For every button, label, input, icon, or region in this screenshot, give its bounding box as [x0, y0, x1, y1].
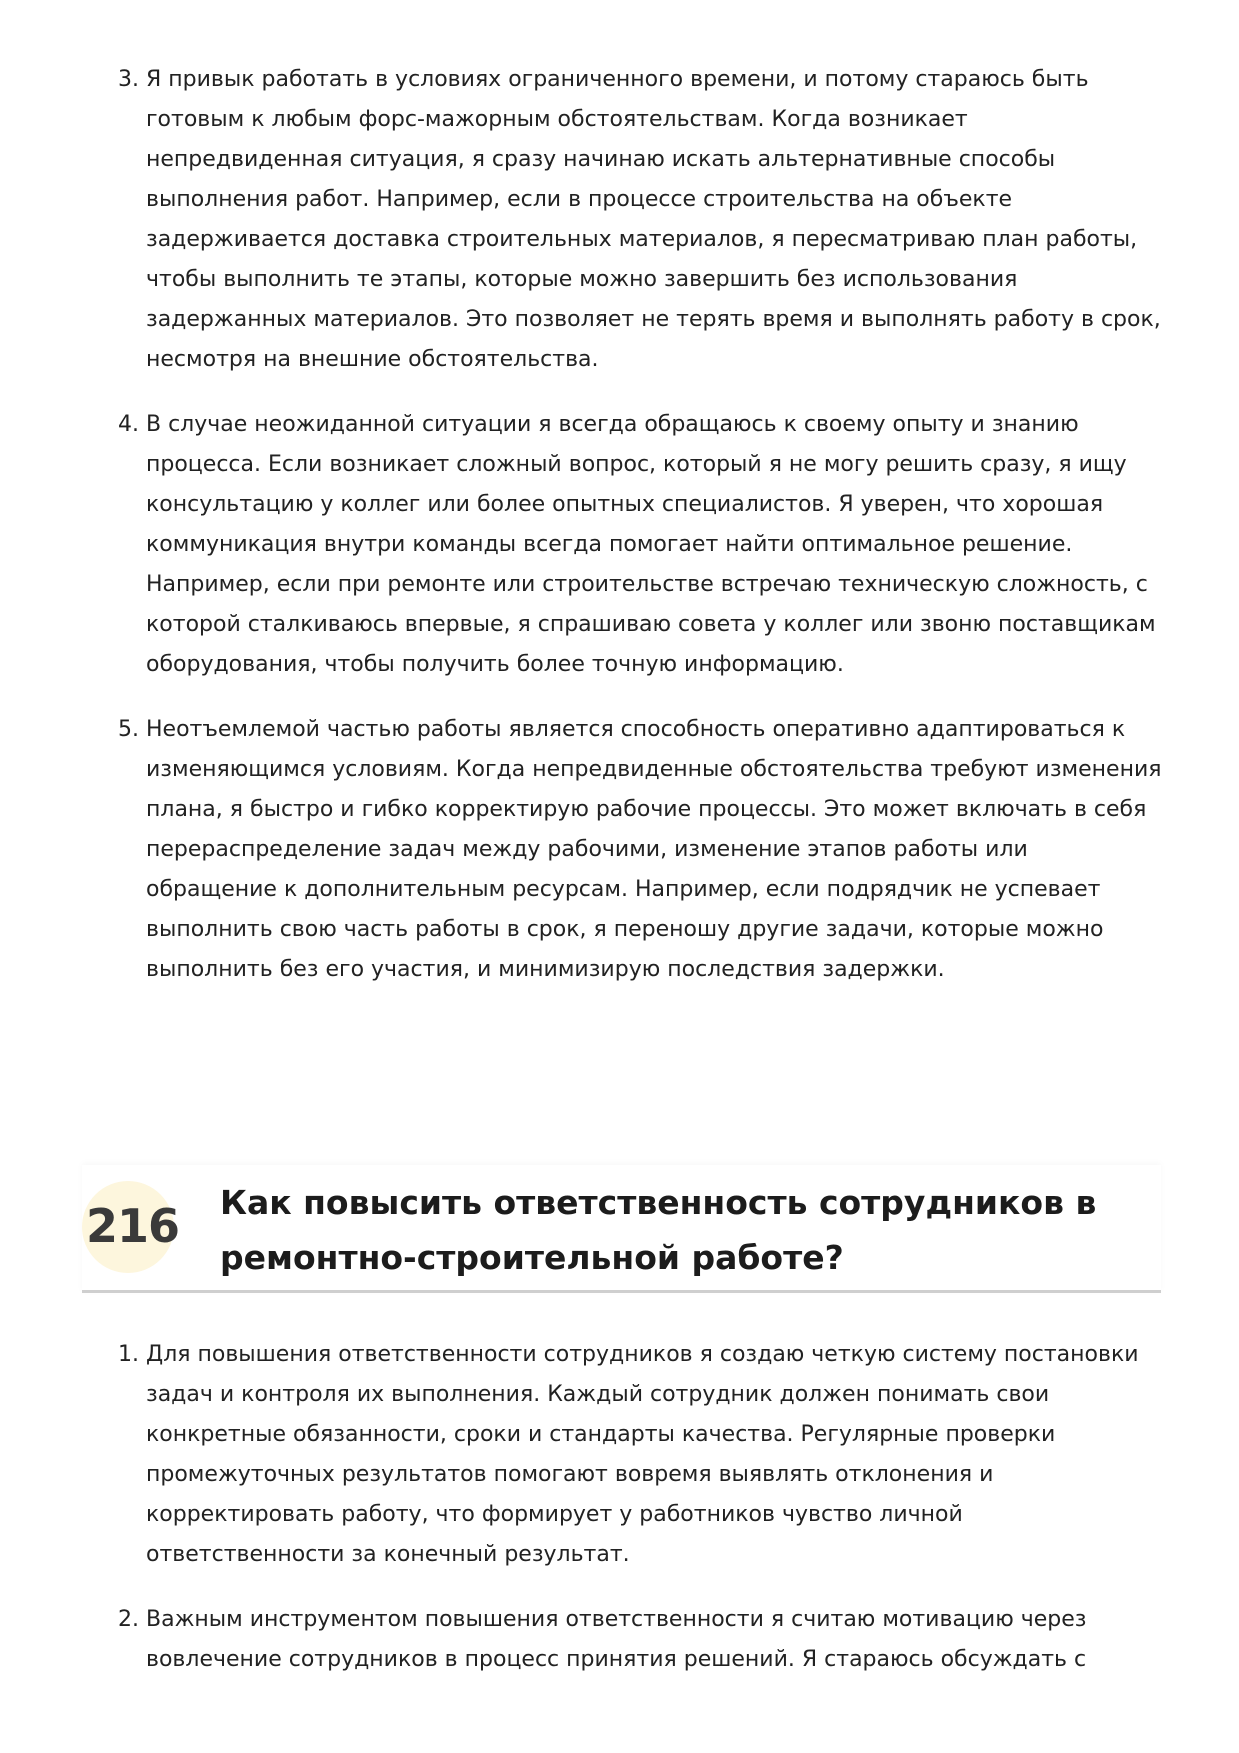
- list-item-text: Важным инструментом повышения ответственности я считаю мотивацию через вовлечение сотрудников в процесс принятия решений. Я стараюсь обсуждать с: [146, 1607, 1087, 1672]
- list-item-number: 5.: [118, 717, 139, 742]
- list-item: [118, 60, 1163, 380]
- list-item-number: 1.: [118, 1342, 139, 1367]
- list-item-text: В случае неожиданной ситуации я всегда обращаюсь к своему опыту и знанию процесса. Если возникает сложный вопрос, который я не могу решить сразу, я ищу консультацию у коллег или более опытных специалистов. Я уверен, что хорошая коммуникация внутри команды всегда помогает найти оптимальное решение. Например, если при ремонте или строительстве встречаю техническую сложность, с которой сталкиваюсь впервые, я спрашиваю совета у коллег или звоню поставщикам оборудования, чтобы получить более точную информацию.: [146, 412, 1156, 677]
- list-item: [118, 1600, 1163, 1680]
- question-title: Как повысить ответственность сотрудников в ремонтно-строительной работе?: [220, 1183, 1097, 1277]
- list-item-number: 4.: [118, 412, 139, 437]
- list-item-text: Неотъемлемой частью работы является способность оперативно адаптироваться к изменяющимся условиям. Когда непредвиденные обстоятельства требуют изменения плана, я быстро и гибко корректирую рабочие процессы. Это может включать в себя перераспределение задач между рабочими, изменение этапов работы или обращение к дополнительным ресурсам. Например, если подрядчик не успевает выполнить свою часть работы в срок, я переношу другие задачи, которые можно выполнить без его участия, и минимизирую последствия задержки.: [146, 717, 1162, 982]
- list-item: [118, 1335, 1163, 1575]
- answer-list-previous: [118, 60, 1163, 1015]
- list-item-text: Я привык работать в условиях ограниченного времени, и потому стараюсь быть готовым к любым форс-мажорным обстоятельствам. Когда возникает непредвиденная ситуация, я сразу начинаю искать альтернативные способы выполнения работ. Например, если в процессе строительства на объекте задерживается доставка строительных материалов, я пересматриваю план работы, чтобы выполнить те этапы, которые можно завершить без использования задержанных материалов. Это позволяет не терять время и выполнять работу в срок, несмотря на внешние обстоятельства.: [146, 67, 1161, 372]
- question-number: 216: [86, 1199, 180, 1253]
- list-item: [118, 710, 1163, 990]
- question-header: [82, 1165, 1161, 1293]
- list-item-number: 3.: [118, 67, 139, 92]
- list-item-number: 2.: [118, 1607, 139, 1632]
- answer-list-current: [118, 1335, 1163, 1705]
- list-item: [118, 405, 1163, 685]
- list-item-text: Для повышения ответственности сотрудников я создаю четкую систему постановки задач и контроля их выполнения. Каждый сотрудник должен понимать свои конкретные обязанности, сроки и стандарты качества. Регулярные проверки промежуточных результатов помогают вовремя выявлять отклонения и корректировать работу, что формирует у работников чувство личной ответственности за конечный результат.: [146, 1342, 1139, 1567]
